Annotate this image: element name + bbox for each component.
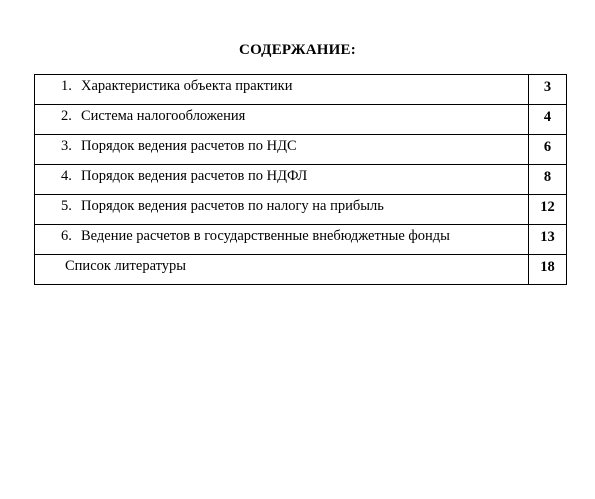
toc-row [35, 135, 567, 165]
toc-references-title: Список литературы [35, 255, 529, 285]
toc-entry-title: Порядок ведения расчетов по НДС [81, 138, 297, 154]
toc-heading: СОДЕРЖАНИЕ: [239, 42, 356, 58]
toc-entry-number: 5. [61, 198, 72, 214]
toc-entry-title: Система налогообложения [81, 108, 246, 124]
toc-entry-title-cell [35, 225, 529, 255]
table-of-contents [34, 74, 567, 285]
toc-entry-number: 3. [61, 138, 72, 154]
toc-entry-title-cell [35, 165, 529, 195]
toc-row [35, 195, 567, 225]
toc-entry-page: 3 [529, 75, 567, 105]
toc-entry-title: Характеристика объекта практики [81, 78, 293, 94]
toc-entry-page: 4 [529, 105, 567, 135]
toc-entry-page: 12 [529, 195, 567, 225]
toc-row [35, 75, 567, 105]
toc-entry-page: 6 [529, 135, 567, 165]
toc-entry-title-cell [35, 75, 529, 105]
toc-entry-number: 6. [61, 228, 72, 244]
toc-entry-title-cell [35, 195, 529, 225]
toc-row [35, 165, 567, 195]
toc-row [35, 225, 567, 255]
toc-entry-title: Ведение расчетов в государственные внебюджетные фонды [81, 228, 450, 244]
toc-entry-title-cell [35, 105, 529, 135]
toc-entry-page: 8 [529, 165, 567, 195]
toc-entry-number: 2. [61, 108, 72, 124]
toc-entry-title: Порядок ведения расчетов по НДФЛ [81, 168, 308, 184]
toc-entry-page: 13 [529, 225, 567, 255]
toc-row [35, 255, 567, 285]
toc-entry-number: 4. [61, 168, 72, 184]
toc-references-page: 18 [529, 255, 567, 285]
toc-entry-title-cell [35, 135, 529, 165]
toc-row [35, 105, 567, 135]
toc-entry-title: Порядок ведения расчетов по налогу на прибыль [81, 198, 384, 214]
toc-entry-number: 1. [61, 78, 72, 94]
